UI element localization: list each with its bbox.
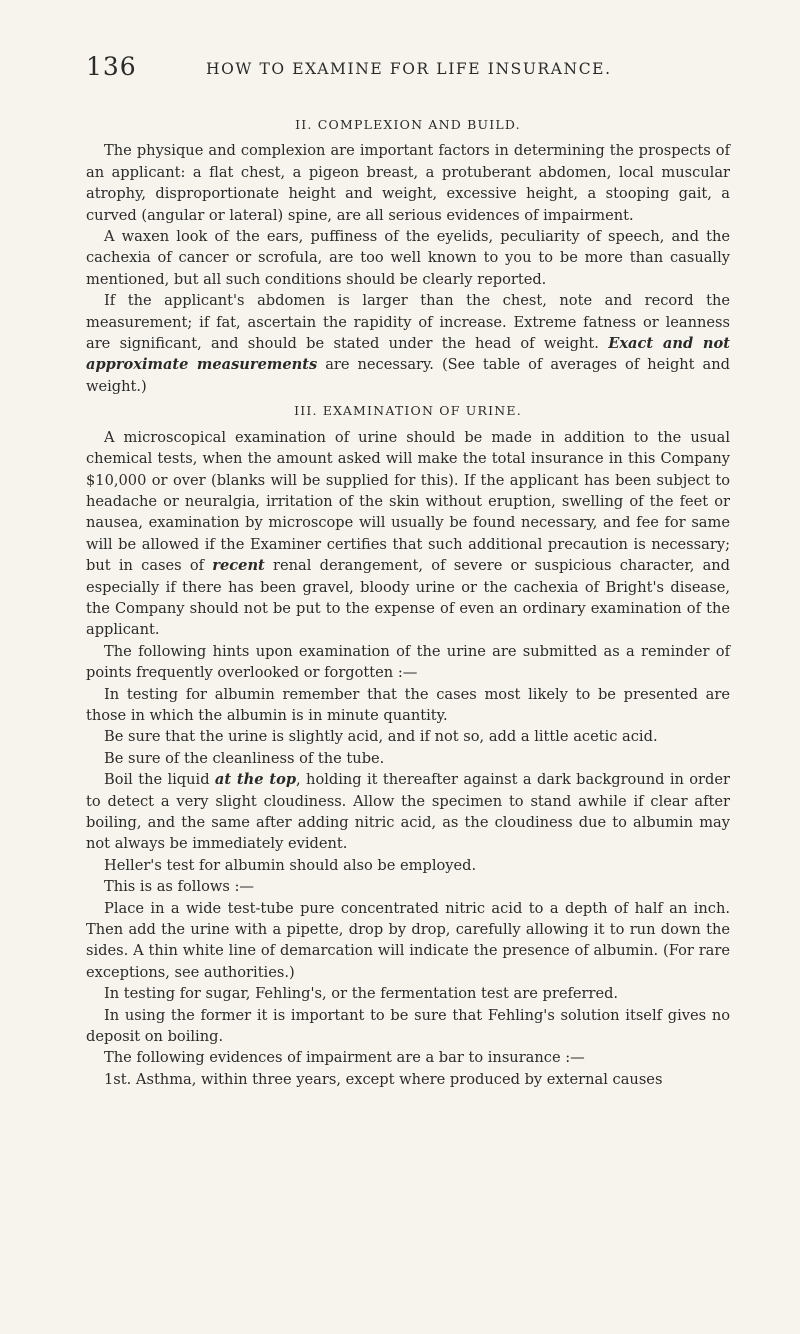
paragraph: Heller's test for albumin should also be employed. [104,856,477,874]
paragraph: A microscopical examination of urine should be made in addition to the usual chemical tests, when the amount asked will make the total insurance in this Company $10,000 or over (blanks will be supplied for this). If the applicant has been subject to headache or neuralgia, irritation of the skin without eruption, swelling of the feet or nausea, examination by microscope will usually be found necessary, and fee for same will be allowed if the Examiner certifies that such additional precaution is necessary; but in cases of recent renal derangement, of severe or suspicious character, and especially if there has been gravel, bloody urine or the cachexia of Bright's disease, the Company should not be put to the expense of even an ordinary examination of the applicant. [86,428,731,639]
emphasis-text: Exact and not approximate measurements [86,335,730,374]
paragraph: Be sure that the urine is slightly acid, and if not so, add a little acetic acid. [104,728,658,746]
paragraph: Boil the liquid at the top, holding it thereafter against a dark background in order to detect a very slight cloudiness. Allow the specimen to stand awhile if clear after boiling, and the same after adding nitric acid, as the cloudiness due to albumin may not always be immediately evident. [86,771,730,853]
paragraph: Be sure of the cleanliness of the tube. [104,749,385,767]
paragraph: In testing for sugar, Fehling's, or the fermentation test are preferred. [104,985,619,1003]
section-heading-urine: III. EXAMINATION OF URINE. [294,403,522,419]
paragraph: In testing for albumin remember that the cases most likely to be presented are those in which the albumin is in minute quantity. [86,685,730,724]
paragraph: A waxen look of the ears, puffiness of the eyelids, peculiarity of speech, and the cachexia of cancer or scrofula, are too well known to you to be more than casually mentioned, but all such conditions should be clearly reported. [86,228,730,288]
paragraph: In using the former it is important to be sure that Fehling's solution itself gives no deposit on boiling. [86,1006,730,1046]
paragraph: The physique and complexion are important factors in determining the prospects of an applicant: a flat chest, a pigeon breast, a protuberant abdomen, local muscular atrophy, disproportionate height and weight, excessive height, a stooping gait, a curved (angular or lateral) spine, are all serious evidences of impairment. [86,142,730,224]
paragraph: 1st. Asthma, within three years, except where produced by external causes [104,1070,663,1088]
paragraph: If the applicant's abdomen is larger than the chest, note and record the measurement; if fat, ascertain the rapidity of increase. Extreme fatness or leanness are significant, and should be stated under the head of weight. Exact and not approximate measurements are necessary. (See table of averages of height and weight.) [86,292,730,395]
paragraph: The following evidences of impairment are a bar to insurance :— [104,1049,585,1067]
book-title: HOW TO EXAMINE FOR LIFE INSURANCE. [206,60,612,78]
running-head [86,52,730,82]
paragraph: The following hints upon examination of the urine are submitted as a reminder of points frequently overlooked or forgotten :— [86,642,730,682]
paragraph: This is as follows :— [104,878,254,896]
section-heading-complexion: II. COMPLEXION AND BUILD. [295,117,521,132]
paragraph: Place in a wide test-tube pure concentrated nitric acid to a depth of half an inch. Then add the urine with a pipette, drop by drop, carefully allowing it to run down the sides. A thin white line of demarcation will indicate the presence of albumin. (For rare exceptions, see authorities.) [86,899,730,981]
emphasis-text: at the top [214,771,297,789]
page-number: 136 [86,52,137,81]
body-text [86,114,730,1090]
emphasis-text: recent [212,557,265,575]
